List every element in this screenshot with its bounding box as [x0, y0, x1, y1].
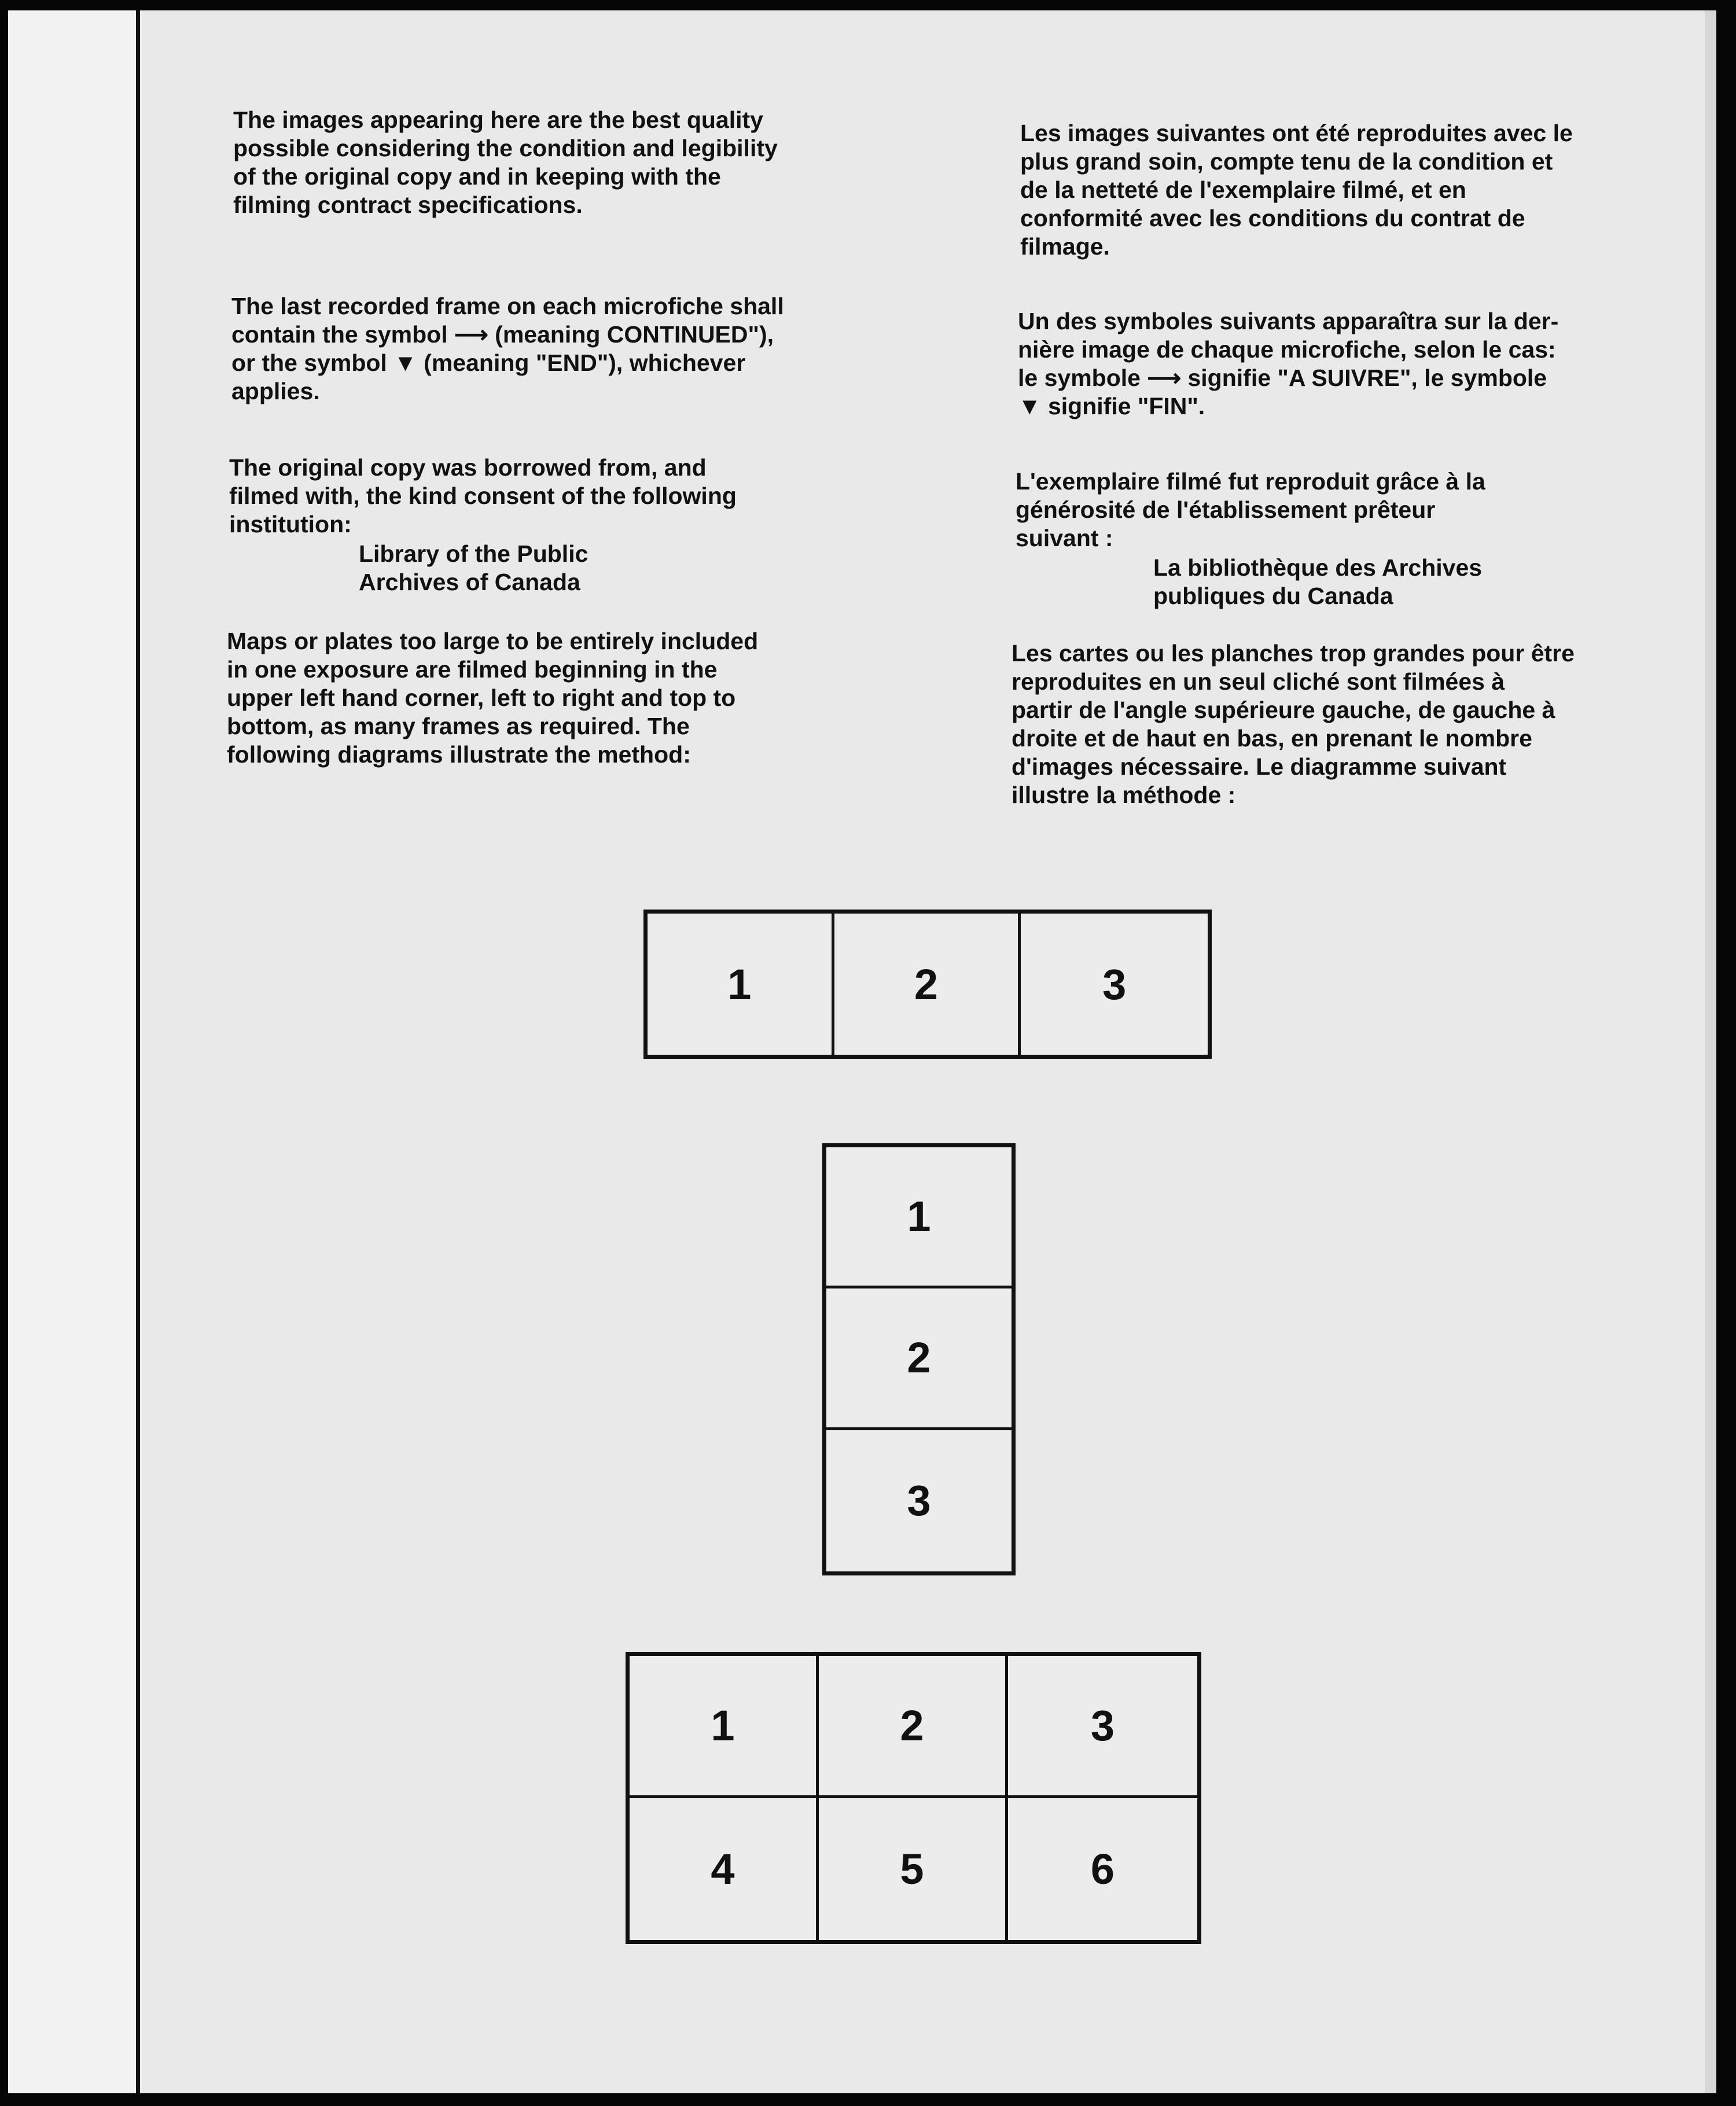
french-institution-name: La bibliothèque des Archives publiques du Canada — [1153, 554, 1483, 609]
diagram-cell: 3 — [907, 1477, 931, 1525]
diagram-cell: 1 — [630, 1656, 819, 1798]
diagram-cell: 4 — [630, 1798, 819, 1941]
english-paragraph-maps: Maps or plates too large to be entirely included in one exposure are filmed beginning in the upper left hand corner, left to right and top to bottom, as many frames as required. The following diagrams illustrate the method: — [227, 628, 759, 768]
french-paragraph-symbols: Un des symboles suivants apparaîtra sur la der- nière image de chaque microfiche, selon le cas: le symbole ⟶ signifie "A SUIVRE", le symbole ▼ signifie "FIN". — [1018, 308, 1559, 419]
diagram-cell: 1 — [826, 1147, 1012, 1288]
french-paragraph-maps: Les cartes ou les planches trop grandes pour être reproduites en un seul cliché sont filmées à partir de l'angle supérieure gauche, de gauche à droite et de haut en bas, en prenant le nombre d'images nécessaire. Le diagramme suivant illustre la méthode : — [1012, 640, 1575, 808]
english-paragraph-symbols: The last recorded frame on each microfiche shall contain the symbol ⟶ (meaning CONTINUED"), or the symbol ▼ (meaning "END"), whichever applies. — [231, 293, 784, 404]
right-edge-shadow — [1705, 10, 1716, 2093]
diagram-cell: 5 — [819, 1798, 1008, 1941]
vertical-frame-diagram — [822, 1143, 1016, 1575]
diagram-cell: 6 — [1090, 1844, 1115, 1893]
english-paragraph-borrowed: The original copy was borrowed from, and filmed with, the kind consent of the following institution: — [229, 454, 737, 537]
french-paragraph-borrowed: L'exemplaire filmé fut reproduit grâce à la générosité de l'établissement prêteur suivant : — [1016, 468, 1485, 551]
diagram-cell: 1 — [648, 914, 834, 1055]
two-row-frame-diagram — [626, 1652, 1201, 1944]
horizontal-frame-diagram — [643, 910, 1212, 1059]
left-vertical-rule — [136, 10, 140, 2093]
diagram-cell: 2 — [834, 914, 1021, 1055]
french-paragraph-quality: Les images suivantes ont été reproduites avec le plus grand soin, compte tenu de la condition et de la netteté de l'exemplaire filmé, et en conformité avec les conditions du contrat de filmage. — [1020, 120, 1573, 260]
diagram-cell: 2 — [819, 1656, 1008, 1798]
english-institution-name: Library of the Public Archives of Canada — [359, 540, 589, 595]
diagram-cell: 3 — [1102, 960, 1127, 1008]
left-margin-panel — [8, 10, 136, 2093]
diagram-cell: 2 — [826, 1288, 1012, 1430]
diagram-cell: 3 — [1008, 1656, 1197, 1798]
english-paragraph-quality: The images appearing here are the best quality possible considering the condition and legibility of the original copy and in keeping with the filming contract specifications. — [233, 106, 778, 218]
